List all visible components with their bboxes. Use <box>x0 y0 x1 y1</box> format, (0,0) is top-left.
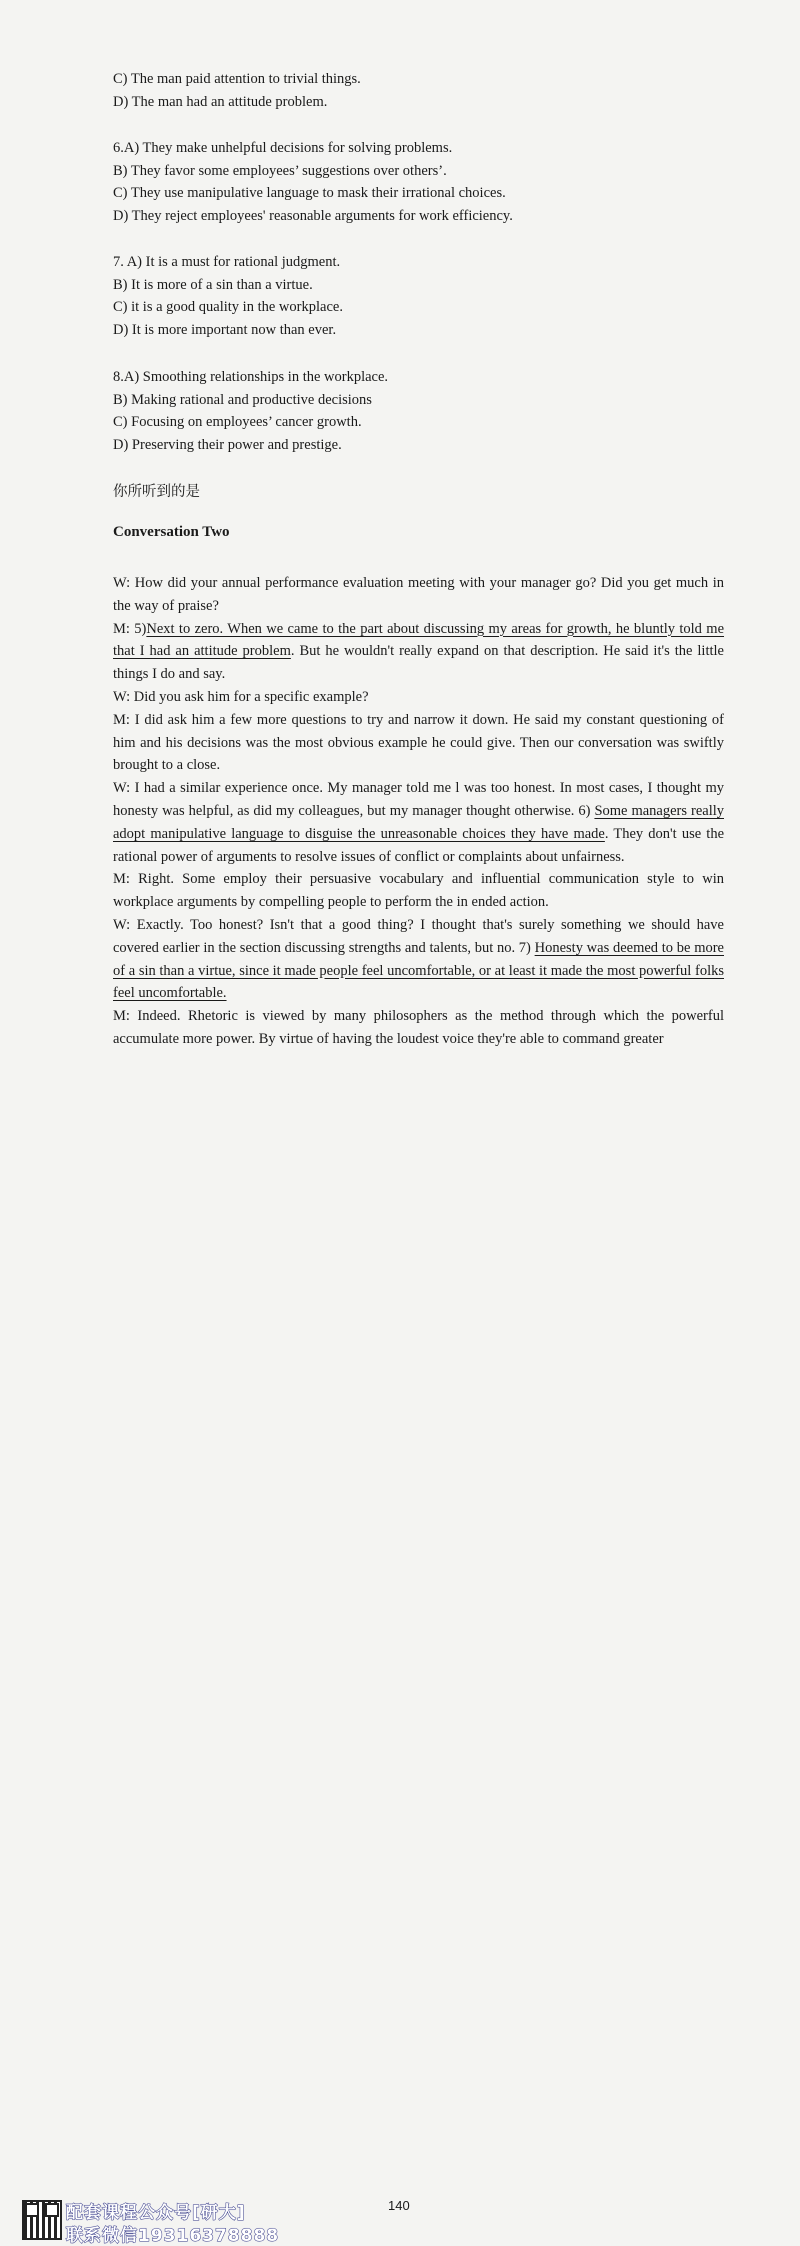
dialogue-text: . They don't use the rational power of arguments to resolve issues of conflict or complaints about unfairness. <box>113 825 724 865</box>
watermark-stamp: 配套课程公众号[研大] <box>66 2203 246 2223</box>
dialogue-text: . But he wouldn't really expand on that description. He said it's the little things I do and say. <box>113 643 724 683</box>
option-line: C) it is a good quality in the workplace. <box>113 299 343 316</box>
question-6 <box>113 137 733 227</box>
section-heading: Conversation Two <box>113 524 230 540</box>
option-line: 7. A) It is a must for rational judgment. <box>113 254 341 270</box>
underlined-answer: Some managers really adopt manipulative language to disguise the unreasonable choices they have made <box>113 802 724 842</box>
option-line: B) It is more of a sin than a virtue. <box>113 276 313 293</box>
conversation-transcript <box>113 572 724 1051</box>
option-line: D) Preserving their power and prestige. <box>113 436 342 453</box>
dialogue-text: M: 5) <box>113 620 147 637</box>
underlined-answer: Next to zero. When we came to the part about discussing my areas for growth, he bluntly told me that I had an attitude problem <box>113 620 725 660</box>
watermark-stamp: 联系微信19316378888 <box>66 2226 280 2246</box>
dialogue-line: M: Indeed. Rhetoric is viewed by many philosophers as the method through which the powerful accumulate more power. By virtue of having the loudest voice they're able to command greater <box>113 1008 724 1047</box>
question-5-options <box>113 68 733 113</box>
option-line: B) Making rational and productive decisions <box>113 391 372 408</box>
dialogue-line: M: I did ask him a few more questions to try and narrow it down. He said my constant questioning of him and his decisions was the most obvious example he could give. Then our conversation was swiftly brought to a close. <box>113 711 724 774</box>
page-footer <box>0 1098 800 2246</box>
option-line: B) They favor some employees’ suggestions over others’. <box>113 162 447 179</box>
dialogue-text: W: I had a similar experience once. My manager told me l was too honest. In most cases, I thought my honesty was helpful, as did my colleagues, but my manager thought otherwise. 6) <box>113 780 724 819</box>
dialogue-line <box>113 777 724 868</box>
option-line: D) They reject employees' reasonable arguments for work efficiency. <box>113 207 513 224</box>
dialogue-line <box>113 618 724 686</box>
question-8 <box>113 366 733 456</box>
dialogue-line: W: Did you ask him for a specific example? <box>113 688 369 705</box>
dialogue-line: W: How did your annual performance evaluation meeting with your manager go? Did you get much in the way of praise? <box>113 575 724 614</box>
page-number: 140 <box>388 2198 410 2213</box>
option-line: D) It is more important now than ever. <box>113 321 337 338</box>
option-line: D) The man had an attitude problem. <box>113 93 328 110</box>
option-line: C) Focusing on employees’ cancer growth. <box>113 414 362 431</box>
option-line: 8.A) Smoothing relationships in the workplace. <box>113 369 389 385</box>
qr-code-icon <box>22 2200 62 2240</box>
option-line: 6.A) They make unhelpful decisions for solving problems. <box>113 140 453 156</box>
dialogue-line: M: Right. Some employ their persuasive vocabulary and influential communication style to win workplace arguments by compelling people to perform the in ended action. <box>113 871 724 911</box>
underlined-answer: Honesty was deemed to be more of a sin than a virtue, since it made people feel uncomfortable, or at least it made the most powerful folks feel uncomfortable. <box>113 939 724 1002</box>
dialogue-text: W: Exactly. Too honest? Isn't that a good thing? I thought that's surely something we should have covered earlier in the section discussing strengths and talents, but no. 7) <box>113 916 724 956</box>
question-7 <box>113 251 733 341</box>
option-line: C) They use manipulative language to mask their irrational choices. <box>113 185 506 202</box>
option-line: C) The man paid attention to trivial things. <box>113 71 361 87</box>
chinese-prompt: 你所听到的是 <box>113 484 200 500</box>
dialogue-line <box>113 914 724 1005</box>
